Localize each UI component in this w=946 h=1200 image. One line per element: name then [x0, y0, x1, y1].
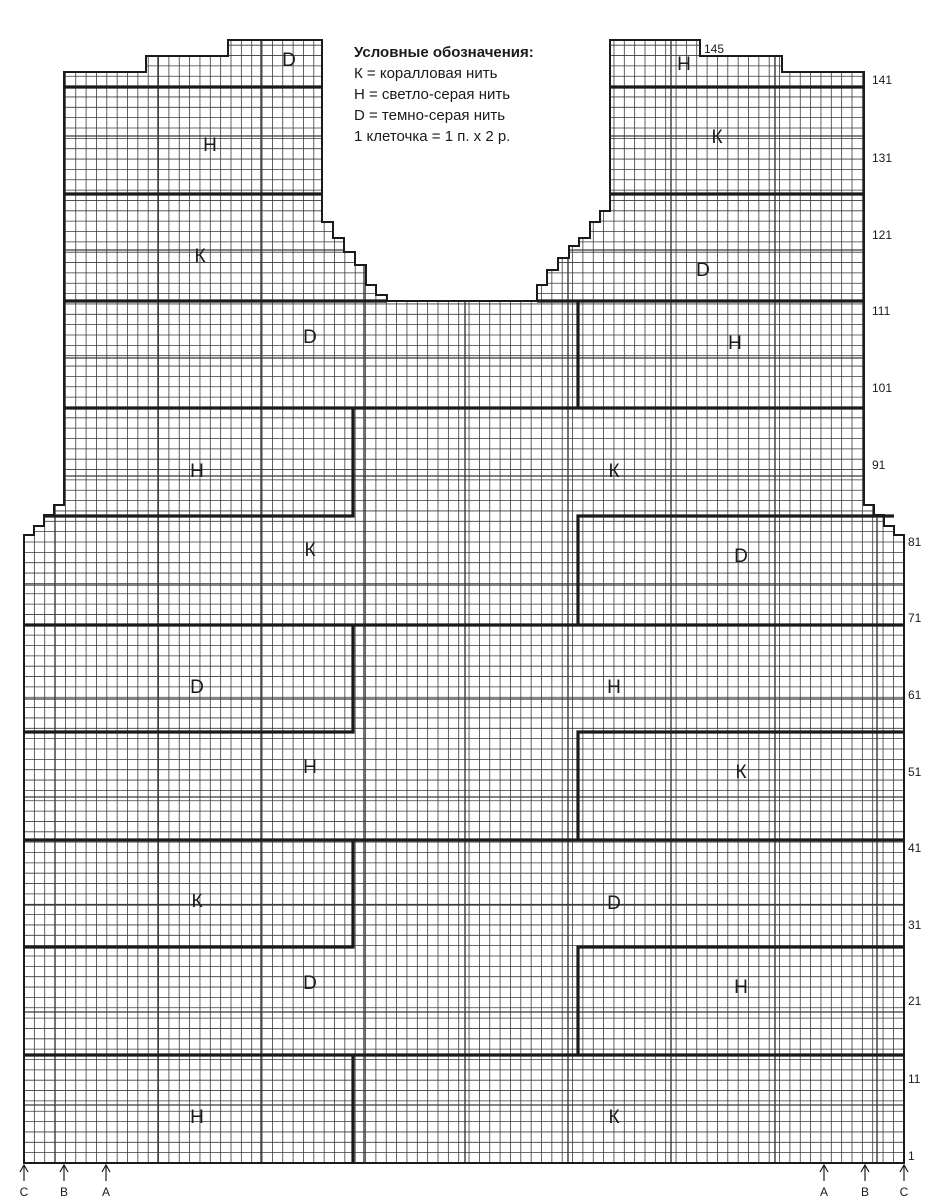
marker-label: B	[59, 1185, 69, 1200]
zone-letter-z-bl-6: Н	[190, 461, 204, 483]
marker-label: C	[899, 1185, 909, 1200]
zone-letter-z-tl-1: К	[194, 246, 206, 268]
row-number: 51	[908, 765, 922, 780]
row-number: 141	[872, 73, 893, 88]
zone-letter-z-tr-1: D	[696, 260, 710, 282]
row-number: 91	[872, 458, 886, 473]
row-number: 131	[872, 151, 893, 166]
row-number: 81	[908, 535, 922, 550]
legend-line-cell-scale: 1 клеточка = 1 п. х 2 р.	[354, 128, 511, 145]
size-marker	[102, 1165, 110, 1199]
zone-letter-z-tl-2: Н	[203, 135, 217, 157]
color-zone-borders	[24, 87, 904, 1163]
marker-label: C	[19, 1185, 29, 1200]
row-number: 61	[908, 688, 922, 703]
zone-border	[578, 732, 904, 840]
zone-letter-z-br-5: D	[734, 546, 748, 568]
size-marker	[861, 1165, 869, 1199]
row-number: 1	[908, 1149, 915, 1164]
row-number: 121	[872, 228, 893, 243]
zone-letter-z-br-1: Н	[734, 977, 748, 999]
zone-letter-z-br-4: Н	[607, 677, 621, 699]
zone-letter-z-tl-3: D	[282, 50, 296, 72]
zone-letter-z-br-0: К	[608, 1107, 620, 1129]
marker-label: A	[101, 1185, 111, 1200]
row-number: 21	[908, 994, 922, 1009]
row-number: 31	[908, 918, 922, 933]
zone-letter-z-bl-0: Н	[190, 1107, 204, 1129]
zone-letter-z-bl-3: Н	[303, 757, 317, 779]
zone-letter-z-tr-2: К	[711, 127, 723, 149]
row-number: 111	[872, 304, 891, 319]
garment-outline	[24, 40, 904, 1163]
zone-letter-z-br-2: D	[607, 893, 621, 915]
zone-letter-z-bl-2: К	[191, 891, 203, 913]
legend-line-light-gray: Н = светло-серая нить	[354, 86, 511, 103]
legend	[354, 42, 534, 147]
marker-label: A	[819, 1185, 829, 1200]
zone-letter-z-tr-0: Н	[728, 333, 742, 355]
zone-letter-z-tl-0: D	[303, 327, 317, 349]
size-marker	[900, 1165, 909, 1199]
zone-letter-z-br-3: К	[735, 762, 747, 784]
row-number: 71	[908, 611, 922, 626]
zone-letter-z-br-6: К	[608, 461, 620, 483]
row-number: 41	[908, 841, 922, 856]
zone-letter-z-bl-4: D	[190, 677, 204, 699]
legend-line-coral: К = коралловая нить	[354, 65, 498, 82]
size-markers	[20, 1165, 909, 1199]
zone-letter-z-tr-3: Н	[677, 54, 691, 76]
size-marker	[60, 1165, 68, 1199]
zone-border	[578, 516, 894, 625]
marker-label: B	[860, 1185, 870, 1200]
zone-letter-z-bl-5: К	[304, 540, 316, 562]
legend-title: Условные обозначения:	[354, 44, 534, 61]
size-marker	[20, 1165, 29, 1199]
row-number: 101	[872, 381, 893, 396]
legend-line-dark-gray: D = темно-серая нить	[354, 107, 506, 124]
zone-letter-z-bl-1: D	[303, 973, 317, 995]
stitch-grid	[24, 40, 904, 1163]
size-marker	[820, 1165, 828, 1199]
row-number: 145	[704, 42, 725, 57]
row-number: 11	[908, 1072, 921, 1087]
